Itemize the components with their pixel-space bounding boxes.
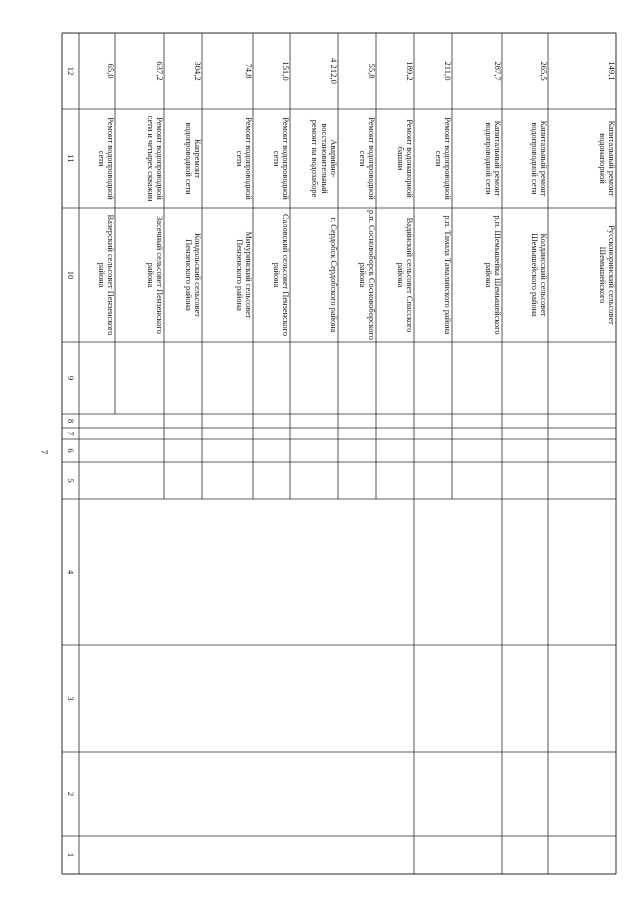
cell-location-text: Мичуринский сельсовет Пензенского района [234, 231, 253, 319]
cell-amount [376, 33, 414, 109]
cell-location-text: Вадинский сельсовет Спасского района [395, 217, 414, 333]
column-header-3-text: 3 [66, 696, 77, 701]
cell-location [290, 208, 338, 342]
cell-amount [164, 33, 202, 109]
column-header-1-text: 1 [66, 852, 77, 858]
cell-location-text: Засечный сельсовет Пензенского района [145, 216, 164, 334]
cell-amount [115, 33, 164, 109]
column-header-6-text: 6 [66, 448, 77, 453]
cell-work-text: Капитальный ремонт водопроводной сети [529, 120, 548, 197]
column-header-10 [62, 208, 79, 342]
column-header-12 [62, 33, 79, 109]
cell-location [253, 208, 290, 342]
cell-amount-text: 637,2 [155, 61, 165, 81]
cell-work [502, 109, 548, 208]
column-header-7 [62, 428, 79, 439]
cell-location-text: Вазерский сельсовет Пензенского района [96, 214, 115, 336]
cell-amount [548, 33, 616, 109]
column-header-11-text: 11 [66, 154, 77, 163]
cell-work-text: Капитальный ремонт водонапорной [597, 120, 616, 197]
cell-amount [290, 33, 338, 109]
cell-work-text: Ремонт водопроводной сети [271, 117, 290, 200]
column-header-9-text: 9 [66, 375, 77, 381]
cell-location [115, 208, 164, 342]
cell-work-text: Ремонт водопроводной сети и четырех скважин [145, 115, 164, 202]
cell-amount-text: 287,7 [493, 61, 503, 81]
cell-work [376, 109, 414, 208]
column-header-2-text: 2 [66, 791, 77, 797]
column-header-2 [62, 752, 79, 836]
cell-location [79, 208, 115, 342]
cell-location [502, 208, 548, 342]
cell-amount-text: 265,5 [539, 61, 549, 81]
cell-amount-text: 151,0 [281, 61, 291, 81]
cell-location-text: Саловский сельсовет Пензенского района [271, 213, 290, 337]
cell-amount [253, 33, 290, 109]
cell-location [548, 208, 616, 342]
cell-location [452, 208, 502, 342]
cell-work-text: Аварийно-восстановительный ремонт на водозаборе [310, 119, 338, 198]
cell-location [164, 208, 202, 342]
cell-work-text: Ремонт водопроводной сети [234, 117, 253, 200]
column-header-12-text: 12 [66, 66, 77, 76]
cell-work-text: Ремонт водопроводной сети [357, 117, 376, 200]
cell-work [202, 109, 253, 208]
column-header-5-text: 5 [66, 478, 77, 483]
cell-location-text: Колдаисский сельсовет Шемышейского района [529, 233, 548, 317]
cell-work-text: Ремонт водопроводной сети [433, 117, 452, 200]
cell-amount-text: 304,2 [193, 61, 203, 81]
column-header-7-text: 7 [66, 431, 77, 436]
column-header-4-text: 4 [66, 569, 77, 575]
cell-amount-text: 65,0 [106, 63, 116, 79]
column-header-11 [62, 109, 79, 208]
cell-work [290, 109, 338, 208]
page-number: 7 [39, 449, 49, 455]
column-header-9 [62, 342, 79, 414]
cell-location [376, 208, 414, 342]
cell-location [414, 208, 452, 342]
cell-work-text: Капремонт водопроводной сети [183, 122, 202, 195]
cell-amount [414, 33, 452, 109]
cell-work-text: Ремонт водопроводной сети [96, 117, 115, 200]
cell-amount [79, 33, 115, 109]
cell-location-text: Руссконоринский сельсовет Шемышейского [597, 225, 616, 325]
cell-work [253, 109, 290, 208]
cell-amount [202, 33, 253, 109]
cell-amount-text: 189,2 [405, 61, 415, 81]
cell-location-text: р.п. Шемышейка Шемышейского района [483, 215, 502, 335]
column-header-3 [62, 645, 79, 752]
cell-location-text: г. Сердобск Сердобского района [329, 217, 338, 333]
cell-work [115, 109, 164, 208]
column-header-8 [62, 414, 79, 428]
column-header-5 [62, 462, 79, 499]
cell-amount-text: 4 212,0 [329, 58, 339, 84]
cell-work-text: Капитальный ремонт водопроводной сети [483, 120, 502, 197]
cell-amount [502, 33, 548, 109]
column-header-10-text: 10 [66, 270, 77, 280]
cell-work [164, 109, 202, 208]
cell-amount-text: 55,8 [367, 63, 377, 79]
cell-amount-text: 74,8 [244, 63, 254, 79]
cell-amount [452, 33, 502, 109]
column-header-1 [62, 836, 79, 874]
cell-amount-text: 211,0 [443, 61, 453, 81]
cell-work [414, 109, 452, 208]
column-header-8-text: 8 [66, 418, 77, 424]
cell-amount-text: 149,1 [607, 61, 617, 81]
cell-location-text: р.п. Тамала Тамалинского района [443, 215, 452, 335]
cell-work [548, 109, 616, 208]
cell-work [338, 109, 376, 208]
cell-amount [338, 33, 376, 109]
cell-location [202, 208, 253, 342]
cell-location-text: Кондольский сельсовет Пензенского района [183, 233, 202, 317]
cell-work [79, 109, 115, 208]
cell-location-text: р.п. Сосновоборск Сосновоборского района [357, 210, 376, 340]
cell-work-text: Ремонт водонапорной башни [395, 119, 414, 198]
cell-work [452, 109, 502, 208]
cell-location [338, 208, 376, 342]
column-header-6 [62, 439, 79, 462]
column-header-4 [62, 499, 79, 645]
